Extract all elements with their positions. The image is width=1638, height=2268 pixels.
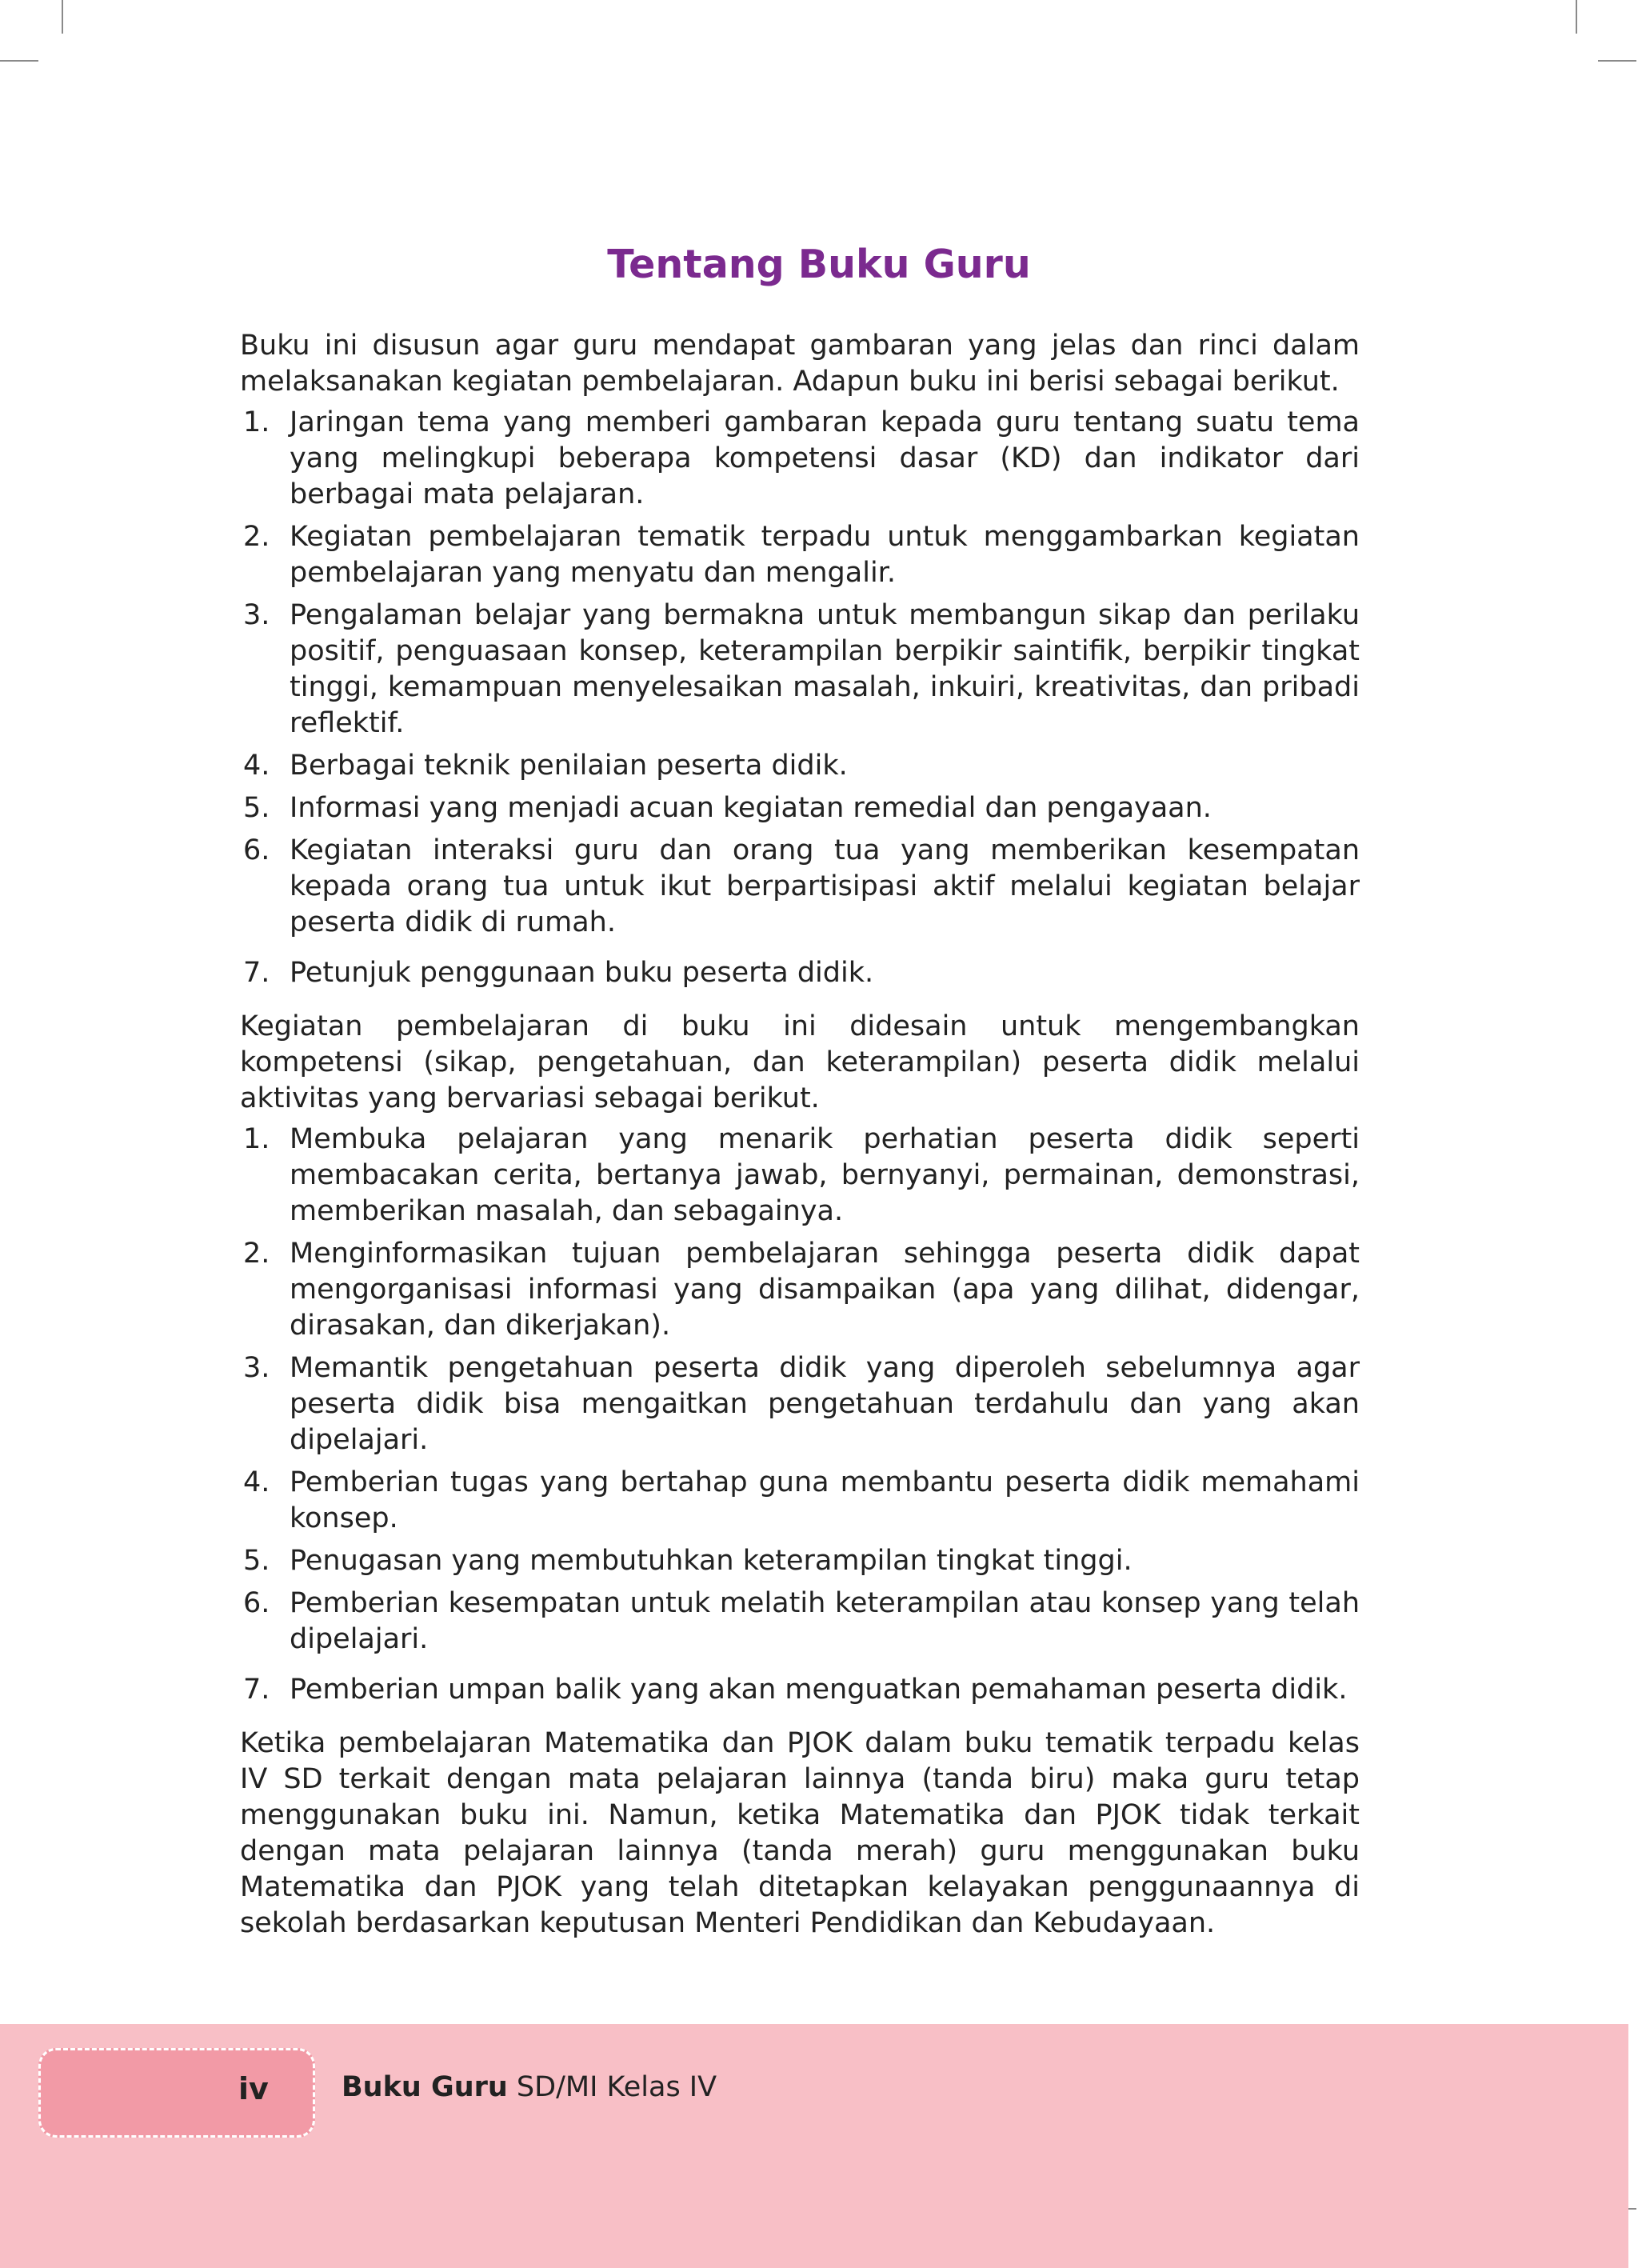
list-number: 5. (243, 1545, 270, 1577)
list-item (240, 1465, 1360, 1537)
list-number: 3. (243, 599, 270, 631)
list-item (240, 1236, 1360, 1344)
list-text: Jaringan tema yang memberi gambaran kepada guru tentang suatu tema yang melingkupi beberapa kompetensi dasar (KD) dan indikator dari berbagai mata pelajaran. (290, 406, 1360, 510)
list-item (240, 1350, 1360, 1458)
footer-book-rest: SD/MI Kelas IV (507, 2071, 717, 2103)
page-title: Tentang Buku Guru (607, 242, 1031, 287)
list-number: 6. (243, 1587, 270, 1619)
list-text: Penugasan yang membutuhkan keterampilan tingkat tinggi. (290, 1545, 1133, 1577)
list-item (240, 1672, 1360, 1708)
list-text: Kegiatan interaksi guru dan orang tua yang memberikan kesempatan kepada orang tua untuk ikut berpartisipasi aktif melalui kegiatan belajar peserta didik di rumah. (290, 834, 1360, 938)
list-item (240, 1122, 1360, 1230)
list-text: Pemberian tugas yang bertahap guna membantu peserta didik memahami konsep. (290, 1466, 1360, 1534)
list-item (240, 405, 1360, 513)
list-text: Berbagai teknik penilaian peserta didik. (290, 750, 848, 782)
intro-paragraph-1: Buku ini disusun agar guru mendapat gambaran yang jelas dan rinci dalam melaksanakan kegiatan pembelajaran. Adapun buku ini berisi sebagai berikut. (240, 330, 1360, 398)
list-text: Kegiatan pembelajaran tematik terpadu untuk menggambarkan kegiatan pembelajaran yang menyatu dan mengalir. (290, 521, 1360, 589)
footer-book-title (342, 2071, 717, 2103)
list-number: 4. (243, 750, 270, 782)
list-item (240, 1543, 1360, 1579)
list-text: Pemberian umpan balik yang akan menguatkan pemahaman peserta didik. (290, 1674, 1348, 1706)
list-number: 5. (243, 792, 270, 824)
list-text: Menginformasikan tujuan pembelajaran sehingga peserta didik dapat mengorganisasi informasi yang disampaikan (apa yang dilihat, didengar, dirasakan, dan dikerjakan). (290, 1238, 1360, 1342)
crop-mark-top-left (62, 0, 63, 34)
footer-book-bold: Buku Guru (342, 2071, 508, 2103)
crop-mark-top-right-h (1598, 60, 1636, 62)
list-number: 7. (243, 957, 270, 989)
list-number: 6. (243, 834, 270, 866)
list-text: Memantik pengetahuan peserta didik yang diperoleh sebelumnya agar peserta didik bisa mengaitkan pengetahuan terdahulu dan yang akan dipelajari. (290, 1352, 1360, 1456)
list-item (240, 955, 1360, 991)
intro-paragraph-2: Kegiatan pembelajaran di buku ini didesain untuk mengembangkan kompetensi (sikap, pengetahuan, dan keterampilan) peserta didik melalui aktivitas yang bervariasi sebagai berikut. (240, 1010, 1360, 1114)
list-text: Membuka pelajaran yang menarik perhatian peserta didik seperti membacakan cerita, bertanya jawab, bernyanyi, permainan, demonstrasi, memberikan masalah, dan sebagainya. (290, 1123, 1360, 1227)
list-item (240, 1586, 1360, 1658)
learning-activities-list (240, 1122, 1360, 1708)
list-number: 4. (243, 1466, 270, 1498)
list-item (240, 790, 1360, 826)
crop-mark-top-left-h (0, 60, 38, 62)
list-number: 7. (243, 1674, 270, 1706)
list-item (240, 748, 1360, 784)
page-number-tab (38, 2048, 315, 2138)
list-number: 2. (243, 521, 270, 553)
main-content (240, 328, 1360, 1942)
list-text: Pengalaman belajar yang bermakna untuk membangun sikap dan perilaku positif, penguasaan konsep, keterampilan berpikir saintifik, berpikir tingkat tinggi, kemampuan menyelesaikan masalah, inkuiri, kreativitas, dan pribadi reflektif. (290, 599, 1360, 739)
page-number: iv (238, 2071, 269, 2106)
list-text: Pemberian kesempatan untuk melatih keterampilan atau konsep yang telah dipelajari. (290, 1587, 1360, 1655)
list-number: 1. (243, 1123, 270, 1155)
list-item (240, 833, 1360, 941)
list-number: 3. (243, 1352, 270, 1384)
list-text: Informasi yang menjadi acuan kegiatan remedial dan pengayaan. (290, 792, 1212, 824)
list-item (240, 519, 1360, 591)
list-text: Petunjuk penggunaan buku peserta didik. (290, 957, 874, 989)
list-number: 1. (243, 406, 270, 438)
list-number: 2. (243, 1238, 270, 1270)
book-contents-list (240, 405, 1360, 991)
closing-paragraph: Ketika pembelajaran Matematika dan PJOK dalam buku tematik terpadu kelas IV SD terkait dengan mata pelajaran lainnya (tanda biru) maka guru tetap menggunakan buku ini. Namun, ketika Matematika dan PJOK tidak terkait dengan mata pelajaran lainnya (tanda merah) guru menggunakan buku Matematika dan PJOK yang telah ditetapkan kelayakan penggunaannya di sekolah berdasarkan keputusan Menteri Pendidikan dan Kebudayaan. (240, 1727, 1360, 1939)
list-item (240, 598, 1360, 742)
crop-mark-top-right (1576, 0, 1577, 34)
